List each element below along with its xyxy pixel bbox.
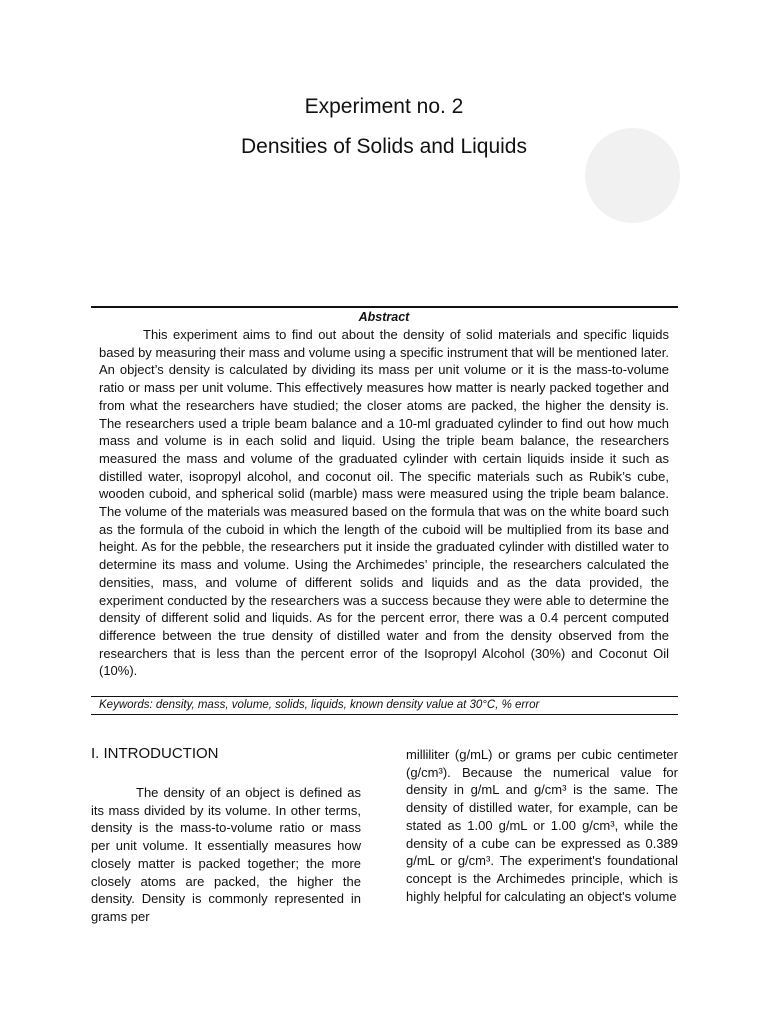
abstract-top-rule [91,306,678,308]
keywords-top-rule [91,696,678,697]
introduction-paragraph-left: The density of an object is defined as its mass divided by its volume. In other terms, density is the mass-to-volume ratio or mass per unit volume. It essentially measures how closely matter is packed together; the more closely atoms are packed, the higher the density. Density is commonly represented in grams per [91,785,361,924]
left-column [91,745,361,926]
right-column [406,746,678,905]
keywords-bottom-rule [91,714,678,715]
section-heading-introduction: I. INTRODUCTION [91,745,219,762]
introduction-paragraph-right: milliliter (g/mL) or grams per cubic centimeter (g/cm³). Because the numerical value for density in g/mL and g/cm³ is the same. The density of distilled water, for example, can be stated as 1.00 g/mL or 1.00 g/cm³, while the density of a cube can be expressed as 0.389 g/mL or g/cm³. The experiment's foundational concept is the Archimedes principle, which is highly helpful for calculating an object's volume [406,747,678,904]
abstract-paragraph: This experiment aims to find out about the density of solid materials and specific liquids based by measuring their mass and volume using a specific instrument that will be mentioned later. An object’s density is calculated by dividing its mass per unit volume or it is the mass-to-volume ratio or mass per unit volume. This effectively measures how matter is nearly packed together and from what the researchers have studied; the closer atoms are packed, the higher the density is. The researchers used a triple beam balance and a 10-ml graduated cylinder to find out how much mass and volume is in each solid and liquid. Using the triple beam balance, the researchers measured the mass and volume of the graduated cylinder with certain liquids inside it such as distilled water, isopropyl alcohol, and coconut oil. The specific materials such as Rubik’s cube, wooden cuboid, and spherical solid (marble) mass were measured using the triple beam balance. The volume of the materials was measured based on the formula that was on the white board such as the formula of the cuboid in which the length of the cuboid will be multiplied from its base and height. As for the pebble, the researchers put it inside the graduated cylinder with distilled water to determine its mass and volume. Using the Archimedes’ principle, the researchers calculated the densities, mass, and volume of different solids and liquids and as the data provided, the experiment conducted by the researchers was a success because they were able to determine the density of different solid and liquids. As for the percent error, there was a 0.4 percent computed difference between the true density of distilled water and from the density observed from the researchers that is less than the percent error of the Isopropyl Alcohol (30%) and Coconut Oil (10%). [99,327,669,679]
abstract-heading: Abstract [358,310,410,324]
experiment-number: Experiment no. 2 [304,95,464,118]
paper-title: Densities of Solids and Liquids [240,135,527,158]
keywords: Keywords: density, mass, volume, solids, liquids, known density value at 30°C, % error [99,699,540,711]
scan-smudge [585,128,680,223]
abstract-body [99,326,669,680]
